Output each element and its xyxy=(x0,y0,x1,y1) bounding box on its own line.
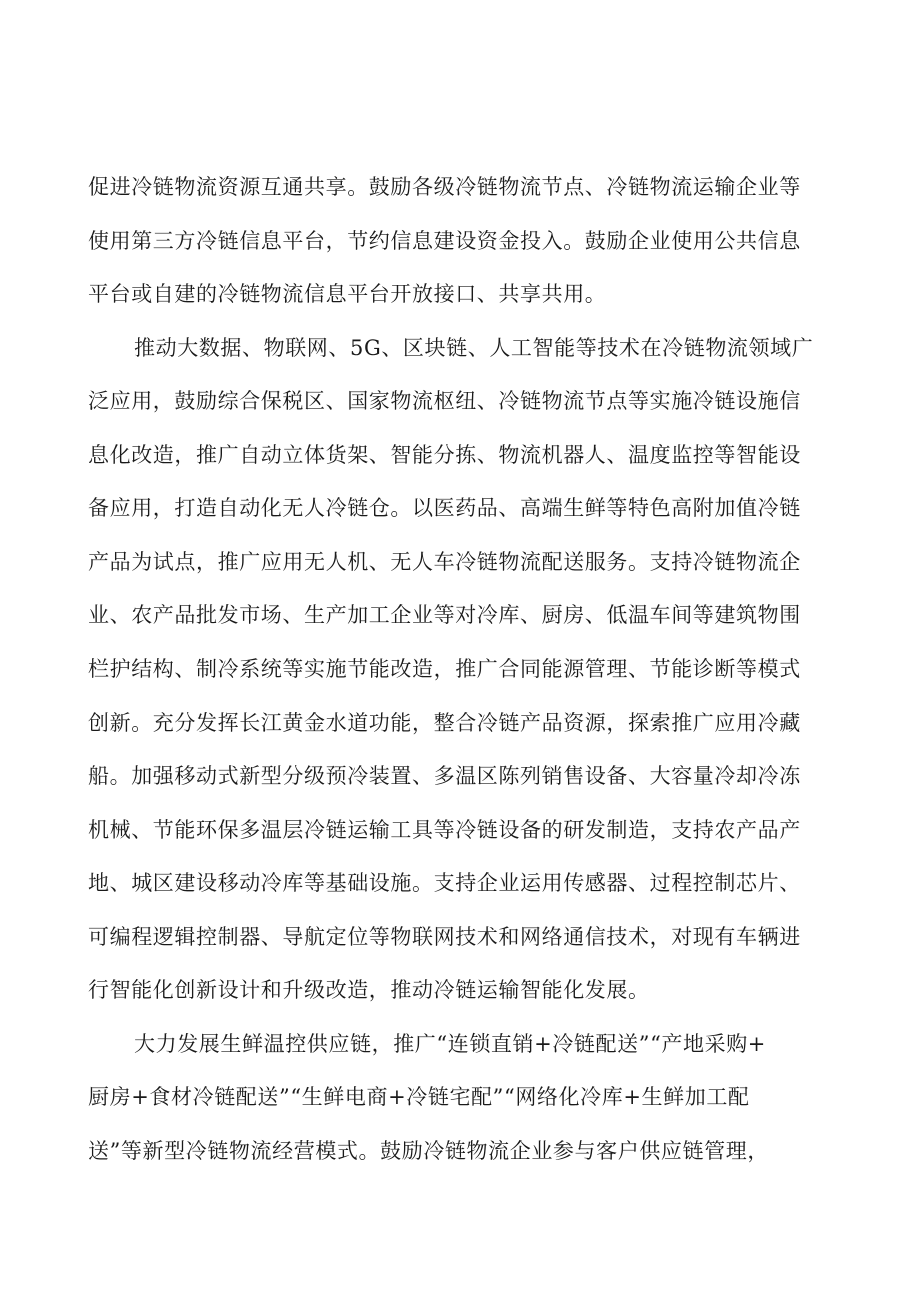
text-line: 行智能化创新设计和升级改造，推动冷链运输智能化发展。 xyxy=(88,978,650,1002)
text-line: 厨房+食材冷链配送”“生鲜电商+冷链宅配”“网络化冷库+生鲜加工配 xyxy=(88,1085,750,1109)
text-line: 备应用，打造自动化无人冷链仓。以医药品、高端生鲜等特色高附加值冷链 xyxy=(88,496,801,520)
text-line: 栏护结构、制冷系统等实施节能改造，推广合同能源管理、节能诊断等模式 xyxy=(88,657,801,681)
text-line: 大力发展生鲜温控供应链，推广“连锁直销+冷链配送”“产地采购+ xyxy=(134,1032,766,1056)
text-line: 推动大数据、物联网、5G、区块链、人工智能等技术在冷链物流领域广 xyxy=(134,336,814,360)
text-line: 地、城区建设移动冷库等基础设施。支持企业运用传感器、过程控制芯片、 xyxy=(88,871,801,895)
text-line: 息化改造，推广自动立体货架、智能分拣、物流机器人、温度监控等智能设 xyxy=(88,443,801,467)
text-line: 泛应用，鼓励综合保税区、国家物流枢纽、冷链物流节点等实施冷链设施信 xyxy=(88,389,801,413)
text-line: 创新。充分发挥长江黄金水道功能，整合冷链产品资源，探索推广应用冷藏 xyxy=(88,711,801,735)
text-line: 使用第三方冷链信息平台，节约信息建设资金投入。鼓励企业使用公共信息 xyxy=(88,229,801,253)
text-line: 产品为试点，推广应用无人机、无人车冷链物流配送服务。支持冷链物流企 xyxy=(88,550,801,574)
text-line: 可编程逻辑控制器、导航定位等物联网技术和网络通信技术，对现有车辆进 xyxy=(88,925,801,949)
text-line: 促进冷链物流资源互通共享。鼓励各级冷链物流节点、冷链物流运输企业等 xyxy=(88,175,801,199)
text-line: 平台或自建的冷链物流信息平台开放接口、共享共用。 xyxy=(88,282,607,306)
text-line: 船。加强移动式新型分级预冷装置、多温区陈列销售设备、大容量冷却冷冻 xyxy=(88,764,801,788)
text-line: 业、农产品批发市场、生产加工企业等对冷库、厨房、低温车间等建筑物围 xyxy=(88,603,801,627)
text-line: 机械、节能环保多温层冷链运输工具等冷链设备的研发制造，支持农产品产 xyxy=(88,818,801,842)
text-line: 送”等新型冷链物流经营模式。鼓励冷链物流企业参与客户供应链管理， xyxy=(88,1139,769,1163)
